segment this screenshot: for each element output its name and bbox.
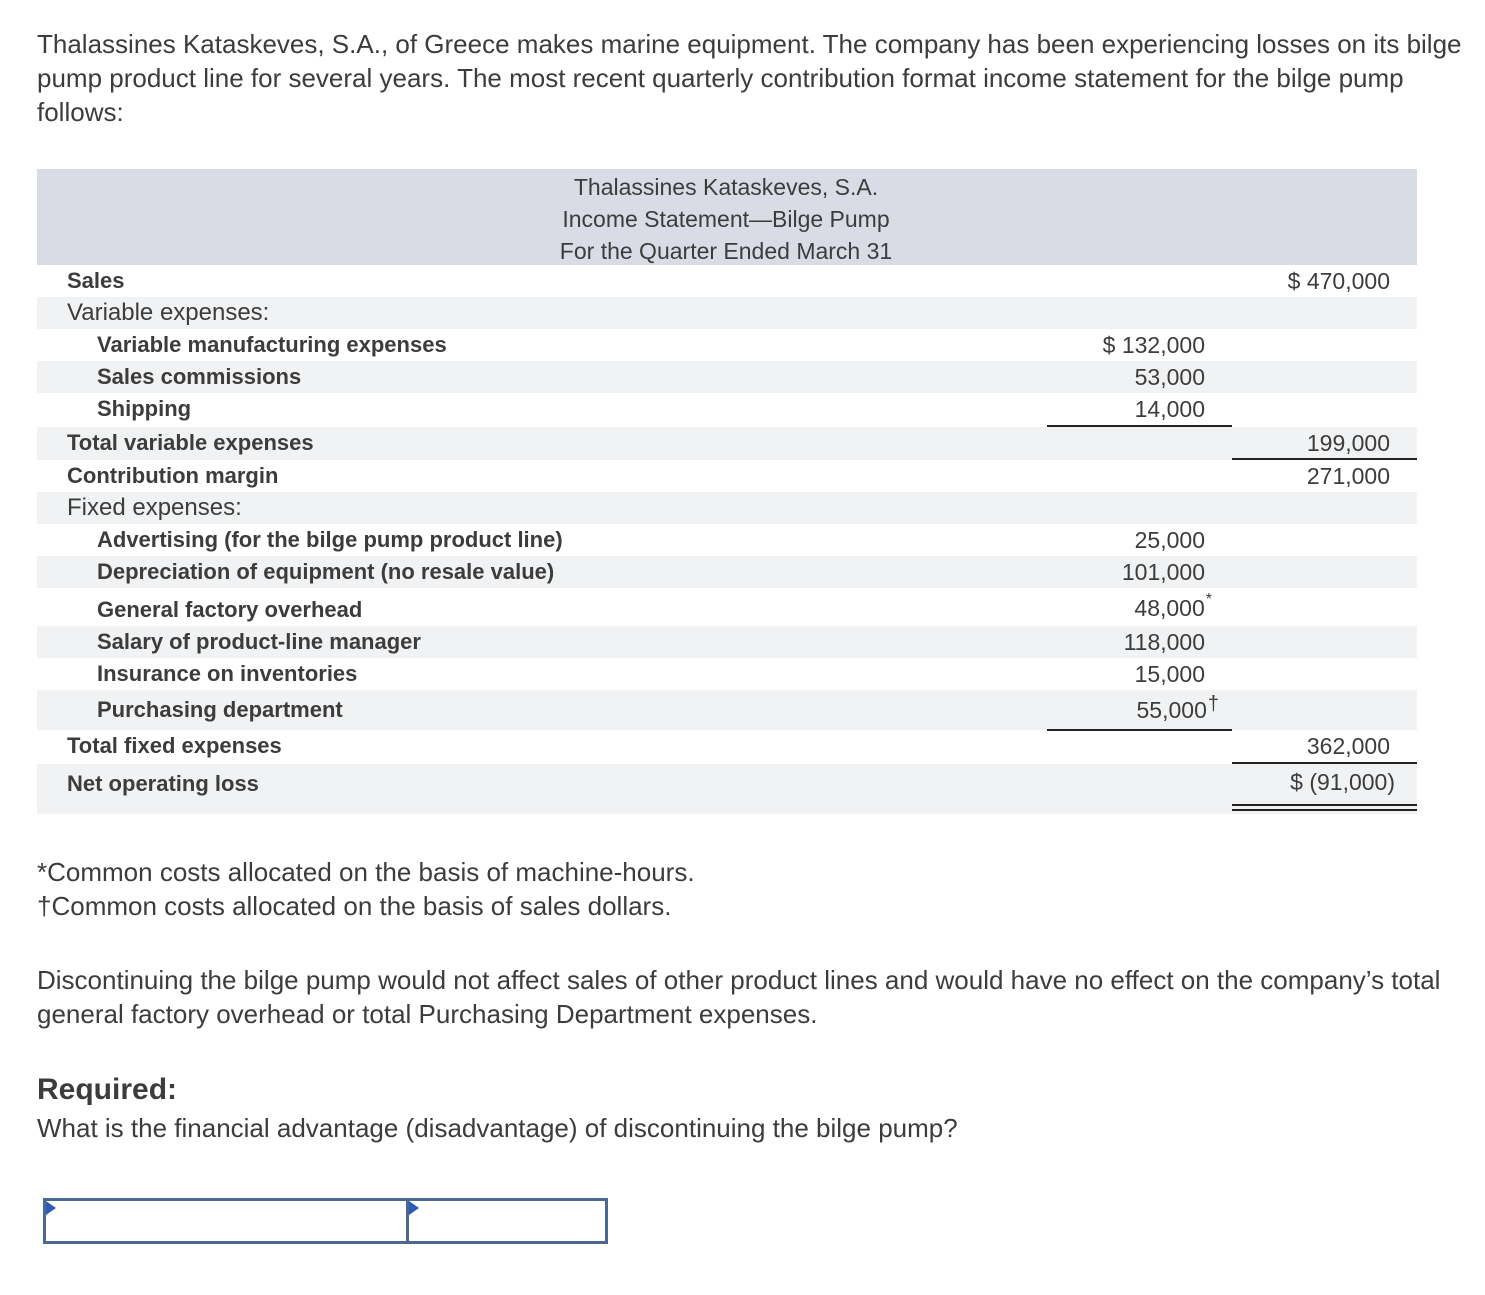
- fixed-item-value: 25,000: [1134, 527, 1205, 553]
- fixed-item-value-group: [1134, 592, 1212, 628]
- fixed-item-value: 15,000: [1134, 661, 1205, 687]
- footnote: †Common costs allocated on the basis of sales dollars.: [37, 891, 672, 921]
- variable-item-value: $ 132,000: [1102, 332, 1205, 358]
- fixed-item-label: General factory overhead: [97, 597, 363, 622]
- answer-amount-box: [406, 1198, 608, 1244]
- fixed-item-row: [37, 556, 1417, 588]
- required-question: What is the financial advantage (disadvantage) of discontinuing the bilge pump?: [37, 1113, 958, 1143]
- statement-period: For the Quarter Ended March 31: [559, 238, 893, 264]
- variable-item-row: [37, 361, 1417, 393]
- answer-label-box: [43, 1198, 410, 1244]
- sales-row: [37, 265, 1417, 297]
- fixed-item-row: [37, 524, 1417, 556]
- variable-item-value: 14,000: [1134, 396, 1205, 422]
- fixed-item-value: 101,000: [1121, 559, 1205, 585]
- answer-amount-input[interactable]: [409, 1201, 605, 1241]
- fixed-item-label: Depreciation of equipment (no resale value): [97, 559, 555, 584]
- variable-item-row: [37, 329, 1417, 361]
- fixed-item-row: [37, 626, 1417, 658]
- fixed-heading: Fixed expenses:: [67, 494, 242, 521]
- fixed-item-label: Insurance on inventories: [97, 661, 358, 686]
- sales-value: $ 470,000: [1287, 268, 1390, 294]
- fixed-item-label: Purchasing department: [97, 697, 343, 722]
- fixed-item-label: Advertising (for the bilge pump product line): [97, 527, 563, 552]
- dropdown-indicator-icon: [409, 1201, 419, 1215]
- context-paragraph: Discontinuing the bilge pump would not affect sales of other product lines and would have no effect on the company’s total general factory overhead or total Purchasing Department expenses.: [37, 965, 1441, 1029]
- total-fixed-label: Total fixed expenses: [67, 733, 282, 758]
- fixed-item-label: Salary of product-line manager: [97, 629, 421, 654]
- variable-item-value: 53,000: [1134, 364, 1205, 390]
- net-operating-loss-value: $ (91,000): [1290, 769, 1395, 795]
- variable-item-row: [37, 393, 1417, 427]
- footnote-mark: †: [1207, 693, 1219, 715]
- fixed-item-value-group: [1137, 694, 1219, 728]
- fixed-item-row: [37, 690, 1417, 730]
- sales-label: Sales: [67, 268, 125, 293]
- variable-heading: Variable expenses:: [67, 299, 270, 326]
- total-variable-row: [37, 427, 1417, 460]
- fixed-item-value: 48,000: [1134, 595, 1205, 621]
- variable-item-label: Variable manufacturing expenses: [97, 332, 447, 357]
- fixed-item-row: [37, 588, 1417, 626]
- company-name: Thalassines Kataskeves, S.A.: [573, 174, 879, 200]
- footnotes: [37, 855, 695, 923]
- double-underline: [1232, 804, 1417, 811]
- variable-item-label: Sales commissions: [97, 364, 302, 389]
- total-fixed-value: 362,000: [1306, 733, 1390, 759]
- statement-title: Income Statement—Bilge Pump: [562, 206, 890, 232]
- fixed-item-value: 55,000: [1136, 697, 1207, 723]
- net-operating-loss-row: [37, 764, 1417, 814]
- fixed-heading-row: [37, 492, 1417, 524]
- fixed-item-row: [37, 658, 1417, 690]
- intro-text: Thalassines Kataskeves, S.A., of Greece makes marine equipment. The company has been experiencing losses on its bilge pump product line for several years. The most recent quarterly contribution format income statement for the bilge pump follows:: [37, 29, 1462, 127]
- variable-heading-row: [37, 297, 1417, 329]
- net-operating-loss-label: Net operating loss: [67, 771, 259, 796]
- contribution-margin-row: [37, 460, 1417, 492]
- required-heading: Required:: [37, 1073, 178, 1106]
- total-variable-value: 199,000: [1306, 430, 1390, 456]
- total-variable-label: Total variable expenses: [67, 430, 314, 455]
- answer-label-input[interactable]: [46, 1201, 407, 1241]
- variable-item-label: Shipping: [97, 396, 192, 421]
- contribution-margin-label: Contribution margin: [67, 463, 279, 488]
- total-fixed-row: [37, 730, 1417, 764]
- statement-header: [37, 169, 1417, 265]
- income-statement: [37, 169, 1417, 814]
- footnote-mark: *: [1205, 591, 1212, 608]
- fixed-item-value: 118,000: [1123, 629, 1205, 655]
- footnote: *Common costs allocated on the basis of machine-hours.: [37, 857, 695, 887]
- dropdown-indicator-icon: [46, 1201, 56, 1215]
- contribution-margin-value: 271,000: [1306, 463, 1390, 489]
